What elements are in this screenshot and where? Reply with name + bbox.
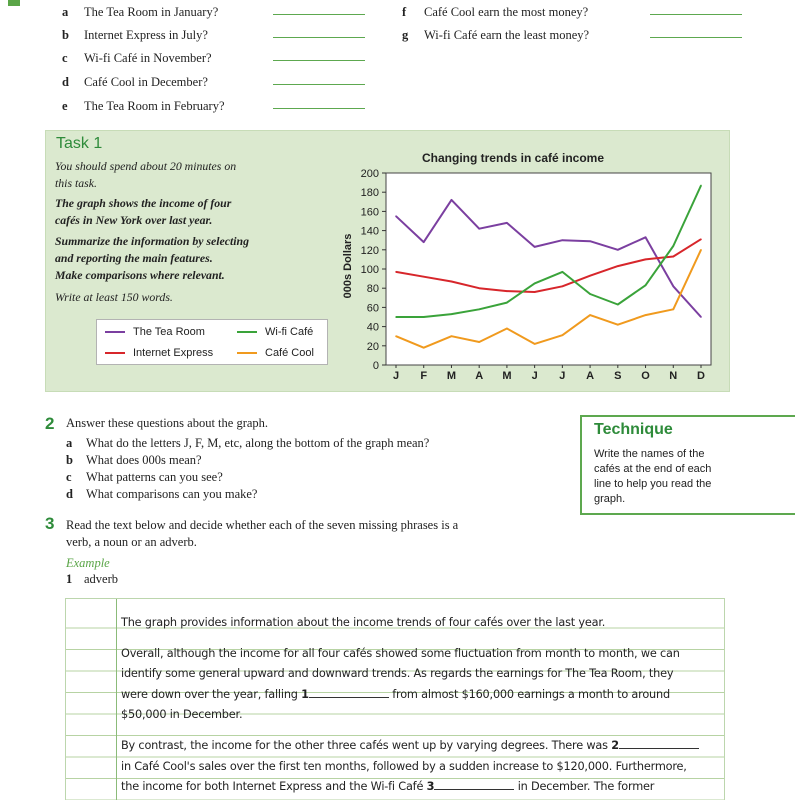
data-point-the-tea-room — [562, 239, 564, 241]
essay-line-8: the income for both Internet Express and the Wi-fi Café 3 in December. The former — [121, 780, 655, 793]
y-tick-label: 100 — [360, 264, 379, 276]
paper-margin-line — [116, 599, 117, 800]
section-2-item-a: a What do the letters J, F, M, etc, along the bottom of the graph mean? — [66, 436, 430, 450]
legend-item-internet-express: Internet Express — [105, 347, 213, 359]
chart-title: Changing trends in café income — [421, 151, 605, 165]
data-point-caf-cool — [395, 335, 397, 337]
x-tick-label: J — [392, 370, 400, 382]
question-b: b Internet Express in July? — [62, 27, 208, 42]
answer-blank-d[interactable] — [273, 77, 365, 85]
question-e: e The Tea Room in February? — [62, 98, 225, 113]
data-point-the-tea-room — [672, 285, 674, 287]
legend-item-cafe-cool: Café Cool — [237, 347, 314, 359]
data-point-caf-cool — [478, 341, 480, 343]
essay-line-5: $50,000 in December. — [121, 708, 243, 721]
data-point-caf-cool — [645, 314, 647, 316]
x-tick-label: O — [641, 370, 650, 382]
data-point-internet-express — [395, 271, 397, 273]
x-tick-label: A — [475, 370, 484, 382]
data-point-the-tea-room — [423, 241, 425, 243]
legend-swatch — [237, 331, 257, 333]
data-point-internet-express — [589, 275, 591, 277]
section-2-item-d: d What comparisons can you make? — [66, 487, 258, 501]
section-2-item-b: b What does 000s mean? — [66, 453, 202, 467]
essay-notebook-paper — [65, 598, 725, 800]
data-point-the-tea-room — [617, 249, 619, 251]
y-tick-label: 180 — [360, 187, 379, 200]
data-point-internet-express — [672, 256, 674, 258]
x-tick-label: M — [502, 370, 512, 382]
cafe-income-chart — [331, 136, 731, 386]
essay-line-3: identify some general upward and downward trends. As regards the earnings for The Tea Room, they — [121, 667, 674, 680]
x-tick-label: F — [420, 370, 428, 382]
question-g: g Wi-fi Café earn the least money? — [402, 27, 590, 42]
section-2-heading: Answer these questions about the graph. — [66, 416, 269, 430]
technique-title: Technique — [594, 421, 673, 438]
gap-3-blank[interactable] — [434, 782, 514, 790]
x-tick-label: D — [697, 370, 705, 382]
data-point-internet-express — [478, 287, 480, 289]
answer-blank-c[interactable] — [273, 53, 365, 61]
data-point-internet-express — [617, 265, 619, 267]
y-tick-label: 60 — [366, 302, 379, 315]
data-point-the-tea-room — [395, 215, 397, 217]
x-tick-label: S — [614, 370, 622, 382]
data-point-wi-fi-caf — [478, 309, 480, 311]
data-point-the-tea-room — [645, 237, 647, 239]
legend-swatch — [105, 331, 125, 333]
task-prompt-line-4: and reporting the main features. — [55, 251, 213, 265]
example-label: Example — [66, 556, 110, 570]
task-prompt-line-3: Summarize the information by selecting — [55, 234, 250, 248]
section-3-line-1: Read the text below and decide whether each of the seven missing phrases is a — [66, 518, 459, 532]
data-point-caf-cool — [672, 309, 674, 311]
plot-background — [386, 173, 711, 365]
answer-blank-g[interactable] — [650, 30, 742, 38]
data-point-internet-express — [506, 290, 508, 292]
essay-line-4: were down over the year, falling 1 from almost $160,000 earnings a month to around — [121, 688, 670, 701]
data-point-the-tea-room — [534, 246, 536, 248]
data-point-wi-fi-caf — [700, 185, 702, 187]
section-2-item-c: c What patterns can you see? — [66, 470, 223, 484]
legend-swatch — [105, 352, 125, 354]
data-point-wi-fi-caf — [645, 285, 647, 287]
task-title: Task 1 — [56, 135, 103, 152]
data-point-caf-cool — [617, 324, 619, 326]
data-point-wi-fi-caf — [534, 283, 536, 285]
gap-1-blank[interactable] — [309, 690, 389, 698]
x-tick-label: A — [586, 370, 595, 382]
x-tick-label: N — [669, 370, 678, 382]
data-point-internet-express — [562, 285, 564, 287]
task-word-count: Write at least 150 words. — [55, 290, 173, 304]
data-point-the-tea-room — [700, 316, 702, 318]
x-tick-label: J — [559, 370, 566, 382]
task-instruction-line-2: this task. — [55, 176, 97, 190]
data-point-the-tea-room — [451, 199, 453, 201]
y-tick-label: 140 — [360, 225, 379, 238]
example-answer: 1 adverb — [66, 572, 119, 586]
data-point-wi-fi-caf — [589, 293, 591, 295]
legend-swatch — [237, 352, 257, 354]
data-point-caf-cool — [506, 328, 508, 330]
answer-blank-a[interactable] — [273, 7, 365, 15]
data-point-caf-cool — [451, 335, 453, 337]
data-point-internet-express — [700, 238, 702, 240]
data-point-wi-fi-caf — [562, 271, 564, 273]
gap-2-blank[interactable] — [619, 741, 699, 749]
data-point-caf-cool — [700, 249, 702, 251]
section-3-line-2: verb, a noun or an adverb. — [66, 535, 197, 549]
answer-blank-f[interactable] — [650, 7, 742, 15]
plot-area — [361, 168, 711, 382]
task-prompt-line-1: The graph shows the income of four — [55, 196, 232, 210]
data-point-caf-cool — [589, 314, 591, 316]
data-point-wi-fi-caf — [506, 302, 508, 304]
y-tick-label: 40 — [366, 321, 379, 334]
y-axis-label: 000s Dollars — [342, 233, 354, 299]
data-point-wi-fi-caf — [672, 245, 674, 247]
data-point-internet-express — [645, 259, 647, 261]
technique-box — [580, 415, 795, 515]
question-f: f Café Cool earn the most money? — [402, 4, 589, 19]
legend-item-tea-room: The Tea Room — [105, 326, 205, 338]
data-point-the-tea-room — [478, 228, 480, 230]
technique-text: Write the names of the cafés at the end of each line to help you read the graph. — [594, 448, 712, 505]
y-tick-label: 160 — [360, 206, 379, 219]
green-page-marker — [8, 0, 20, 6]
question-d: d Café Cool in December? — [62, 74, 208, 89]
data-point-caf-cool — [534, 343, 536, 345]
y-tick-label: 20 — [366, 340, 379, 353]
data-point-wi-fi-caf — [395, 316, 397, 318]
y-tick-label: 120 — [360, 244, 379, 257]
data-point-wi-fi-caf — [617, 304, 619, 306]
legend-item-wifi-cafe: Wi-fi Café — [237, 326, 313, 338]
x-tick-label: J — [531, 370, 538, 382]
answer-blank-b[interactable] — [273, 30, 365, 38]
y-tick-label: 200 — [360, 168, 379, 180]
task-prompt-line-5: Make comparisons where relevant. — [55, 268, 225, 282]
section-3-number: 3 — [45, 514, 55, 533]
answer-blank-e[interactable] — [273, 101, 365, 109]
data-point-the-tea-room — [506, 222, 508, 224]
data-point-caf-cool — [423, 347, 425, 349]
y-tick-label: 80 — [366, 283, 379, 296]
data-point-internet-express — [451, 281, 453, 283]
x-tick-label: M — [446, 370, 457, 382]
essay-line-6: By contrast, the income for the other three cafés went up by varying degrees. There was 2 — [121, 739, 699, 752]
task-prompt-line-2: cafés in New York over last year. — [55, 213, 213, 227]
data-point-wi-fi-caf — [451, 313, 453, 315]
question-a: a The Tea Room in January? — [62, 4, 219, 19]
data-point-caf-cool — [562, 334, 564, 336]
chart-legend — [96, 319, 328, 365]
data-point-internet-express — [534, 291, 536, 293]
task-instruction-line-1: You should spend about 20 minutes on — [55, 159, 237, 173]
essay-line-1: The graph provides information about the income trends of four cafés over the last year. — [121, 616, 606, 629]
question-c: c Wi-fi Café in November? — [62, 50, 212, 65]
task-1-box — [45, 130, 730, 392]
data-point-the-tea-room — [589, 240, 591, 242]
data-point-internet-express — [423, 276, 425, 278]
y-tick-label: 0 — [372, 360, 379, 372]
section-2-number: 2 — [45, 414, 55, 433]
essay-line-2: Overall, although the income for all four cafés showed some fluctuation from month to month, we can — [121, 647, 680, 660]
data-point-wi-fi-caf — [423, 316, 425, 318]
essay-line-7: in Café Cool's sales over the first ten months, followed by a sudden increase to $120,000. Furthermore, — [121, 760, 687, 773]
